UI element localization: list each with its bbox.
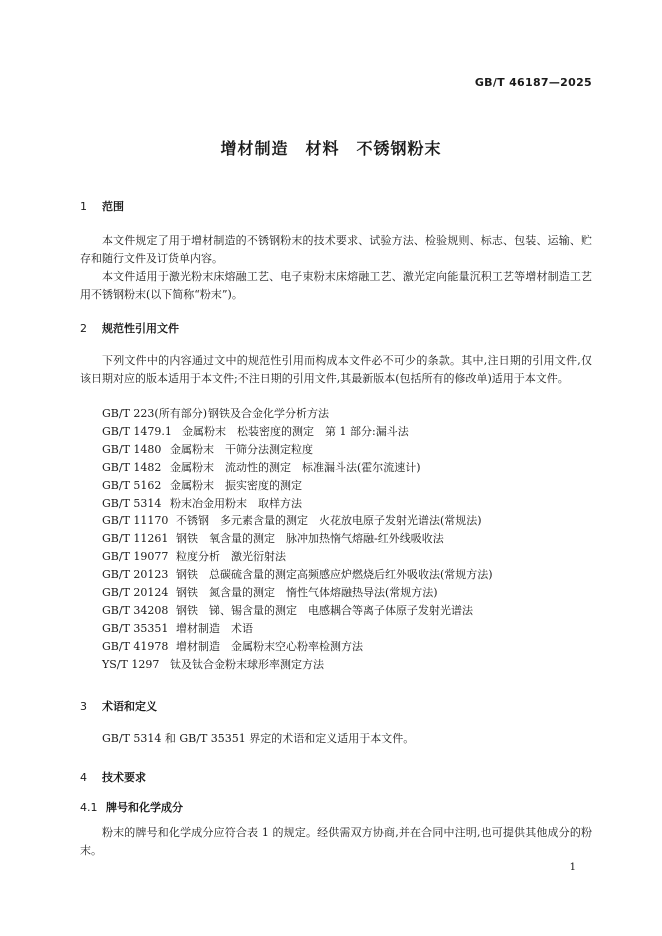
- reference-item: [102, 602, 493, 620]
- reference-code: GB/T 1480: [102, 442, 162, 456]
- reference-item: [102, 459, 493, 477]
- reference-code: GB/T 11261: [102, 532, 169, 546]
- reference-code: GB/T 19077: [102, 550, 169, 564]
- section-number: 3: [80, 700, 87, 713]
- reference-item: [102, 441, 493, 459]
- reference-title: 钢铁及合金化学分析方法: [208, 407, 329, 420]
- reference-title: 钛及钛合金粉末球形率测定方法: [170, 657, 324, 671]
- reference-item: [102, 548, 493, 566]
- reference-title: 不锈钢 多元素含量的测定 火花放电原子发射光谱法(常规法): [176, 514, 482, 528]
- reference-item: [102, 638, 493, 656]
- reference-title: 金属粉末 干筛分法测定粒度: [170, 442, 313, 456]
- reference-code: GB/T 20123: [102, 568, 169, 582]
- reference-list: [102, 405, 493, 674]
- reference-code: GB/T 41978: [102, 639, 169, 653]
- section-number: 4.1: [80, 801, 98, 814]
- section-title: 规范性引用文件: [102, 322, 179, 335]
- reference-item: [102, 620, 493, 638]
- document-code: GB/T 46187—2025: [474, 76, 592, 89]
- reference-title: 钢铁 总碳硫含量的测定高频感应炉燃烧后红外吸收法(常规方法): [176, 568, 493, 582]
- section-title: 牌号和化学成分: [106, 801, 183, 814]
- reference-item: [102, 530, 493, 548]
- scope-paragraph-2: 本文件适用于激光粉末床熔融工艺、电子束粉末床熔融工艺、激光定向能量沉积工艺等增材制造工艺用不锈钢粉末(以下简称“粉末”)。: [80, 270, 592, 301]
- reference-title: 钢铁 锑、锡含量的测定 电感耦合等离子体原子发射光谱法: [176, 603, 473, 617]
- section-title: 范围: [102, 200, 124, 213]
- section-title: 术语和定义: [102, 700, 157, 713]
- reference-item: [102, 512, 493, 530]
- reference-code: YS/T 1297: [102, 657, 160, 671]
- reference-title: 增材制造 金属粉末空心粉率检测方法: [176, 639, 363, 653]
- reference-item: [102, 477, 493, 495]
- reference-code: GB/T 20124: [102, 586, 169, 600]
- reference-code: GB/T 35351: [102, 621, 169, 635]
- page-title: 增材制造 材料 不锈钢粉末: [220, 139, 442, 158]
- reference-title: 粉末冶金用粉末 取样方法: [170, 496, 302, 510]
- reference-title: 增材制造 术语: [176, 621, 253, 635]
- reference-item: [102, 584, 493, 602]
- scope-paragraph-1: 本文件规定了用于增材制造的不锈钢粉末的技术要求、试验方法、检验规则、标志、包装、运输、贮存和随行文件及订货单内容。: [80, 234, 592, 265]
- section-2-heading: [80, 320, 179, 336]
- reference-title: 金属粉末 振实密度的测定: [170, 478, 302, 492]
- reference-item: [102, 495, 493, 513]
- section-4-1-heading: [80, 799, 183, 815]
- reference-item: [102, 656, 493, 674]
- normative-references-intro: 下列文件中的内容通过文中的规范性引用而构成本文件必不可少的条款。其中,注日期的引用文件,仅该日期对应的版本适用于本文件;不注日期的引用文件,其最新版本(包括所有的修改单)适用于本文件。: [80, 354, 592, 385]
- section-title: 技术要求: [102, 771, 146, 784]
- section-3-heading: [80, 698, 157, 714]
- reference-code: GB/T 5314: [102, 496, 162, 510]
- grade-composition-paragraph: 粉末的牌号和化学成分应符合表 1 的规定。经供需双方协商,并在合同中注明,也可提供其他成分的粉末。: [80, 826, 592, 857]
- reference-code: GB/T 1479.1: [102, 424, 172, 438]
- reference-code: GB/T 1482: [102, 460, 162, 474]
- reference-code: GB/T 223(所有部分): [102, 407, 207, 420]
- reference-code: GB/T 34208: [102, 603, 169, 617]
- reference-code: GB/T 11170: [102, 514, 169, 528]
- reference-title: 钢铁 氮含量的测定 惰性气体熔融热导法(常规方法): [176, 586, 438, 600]
- reference-title: 钢铁 氧含量的测定 脉冲加热惰气熔融-红外线吸收法: [176, 532, 444, 546]
- section-1-heading: [80, 198, 124, 214]
- reference-title: 粒度分析 激光衍射法: [176, 550, 286, 564]
- reference-item: [102, 423, 493, 441]
- reference-code: GB/T 5162: [102, 478, 162, 492]
- terms-paragraph: GB/T 5314 和 GB/T 35351 界定的术语和定义适用于本文件。: [102, 732, 415, 745]
- reference-title: 金属粉末 流动性的测定 标准漏斗法(霍尔流速计): [170, 460, 421, 474]
- reference-title: 金属粉末 松装密度的测定 第 1 部分:漏斗法: [182, 424, 409, 438]
- reference-item: [102, 405, 493, 423]
- section-number: 2: [80, 322, 87, 335]
- section-number: 1: [80, 200, 87, 213]
- page-number: 1: [569, 862, 576, 873]
- section-4-heading: [80, 769, 146, 785]
- reference-item: [102, 566, 493, 584]
- section-number: 4: [80, 771, 87, 784]
